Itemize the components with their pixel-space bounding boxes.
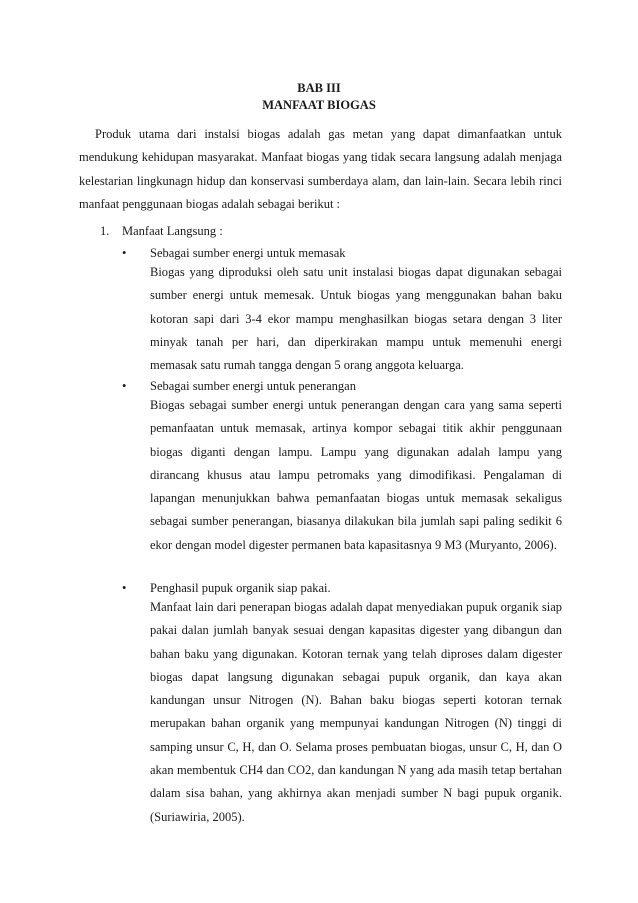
list-heading: Manfaat Langsung : (122, 224, 223, 238)
bullet-icon: • (122, 581, 127, 595)
intro-paragraph: Produk utama dari instalsi biogas adalah gas metan yang dapat dimanfaatkan untuk mendukung kehidupan masyarakat. Manfaat biogas yang tidak secara langsung adalah menjaga kelestarian lingkunagn hidup dan konservasi sumberdaya alam, dan lain-lain. Secara lebih rinci manfaat penggunaan biogas adalah sebagai berikut : (79, 127, 562, 211)
bullet-item-2 (122, 378, 356, 394)
bullet-text: Biogas sebagai sumber energi untuk penerangan dengan cara yang sama seperti pemanfaatan untuk memasak, artinya kompor sebagai titik akhir penggunaan biogas diganti dengan lampu. Lampu yang digunakan adalah lampu yang dirancang khusus atau lampu petromaks yang dimodifikasi. Pengalaman di lapangan menunjukkan bahwa pemanfaatan biogas untuk memasak sekaligus sebagai sumber penerangan, biasanya dilakukan bila jumlah sapi paling sedikit 6 ekor dengan model digester permanen bata kapasitasnya 9 M3 (Muryanto, 2006). (150, 398, 562, 552)
chapter-title: MANFAAT BIOGAS (262, 98, 376, 112)
bullet-title: Penghasil pupuk organik siap pakai. (150, 581, 331, 595)
bullet-text: Biogas yang diproduksi oleh satu unit instalasi biogas dapat digunakan sebagai sumber energi untuk memesak. Untuk biogas yang menggunakan bahan baku kotoran sapi dari 3-4 ekor mampu menghasilkan biogas setara dengan 3 liter minyak tanah per hari, dan diperkirakan mampu untuk memenuhi energi memasak satu rumah tangga dengan 5 orang anggota keluarga. (150, 265, 562, 373)
chapter-label: BAB III (297, 81, 341, 95)
bullet-item-3 (122, 580, 331, 596)
bullet-text: Manfaat lain dari penerapan biogas adalah dapat menyediakan pupuk organik siap pakai dalan jumlah banyak sesuai dengan kapasitas digester yang dibangun dan bahan baku yang digunakan. Kotoran ternak yang telah diproses dalam digester biogas dapat langsung digunakan sebagai pupuk organik, dan kaya akan kandungan unsur Nitrogen (N). Bahan baku biogas seperti kotoran ternak merupakan bahan organik yang mempunyai kandungan Nitrogen (N) tinggi di samping unsur C, H, dan O. Selama proses pembuatan biogas, unsur C, H, dan O akan membentuk CH4 dan CO2, dan kandungan N yang ada masih tetap bertahan dalam sisa bahan, yang akhirnya akan menjadi sumber N bagi pupuk organik. (Suriawiria, 2005). (150, 600, 562, 824)
list-number: 1. (100, 224, 110, 238)
bullet-icon: • (122, 379, 127, 393)
numbered-heading (100, 223, 223, 239)
bullet-title: Sebagai sumber energi untuk penerangan (150, 379, 356, 393)
bullet-item-1 (122, 245, 346, 261)
bullet-title: Sebagai sumber energi untuk memasak (150, 246, 346, 260)
bullet-icon: • (122, 246, 127, 260)
